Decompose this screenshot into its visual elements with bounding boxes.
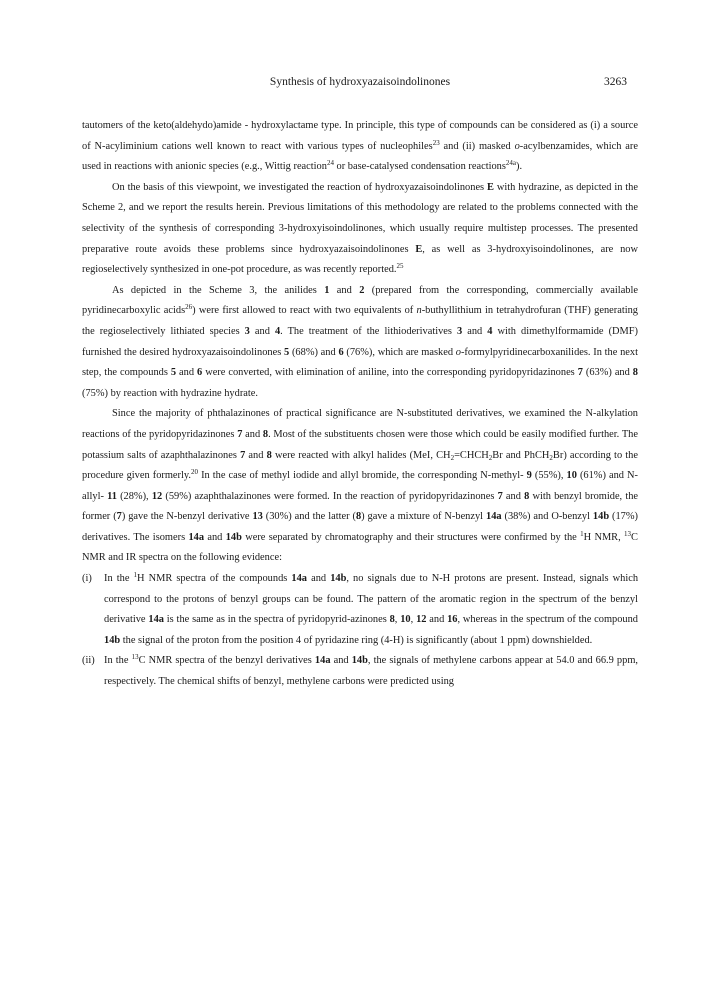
paragraph-scheme3: As depicted in the Scheme 3, the anilides 1 and 2 (prepared from the corresponding, commercially available pyridinecarboxylic acids$^{26}$) were first allowed to react with two equivalents of n-buthyllithium in tetrahydrofuran (THF) generating the regioselectively lithiated species 3 and 4. The treatment of the lithioderivatives 3 and 4 with dimethylformamide (DMF) furnished the desired hydroxyazaisoindolinones 5 (68%) and 6 (76%), which are masked o-formylpyridinecarboxanilides. In the next step, the compounds 5 and 6 were converted, with elimination of aniline, into the corresponding pyridopyridazinones 7 (63%) and 8 (75%) by reaction with hydrazine hydrate. [82, 284, 639, 399]
paragraph-viewpoint: On the basis of this viewpoint, we investigated the reaction of hydroxyazaisoindolinones E with hydrazine, as depicted in the Scheme 2, and we report the results herein. Previous limitations of this methodology are related to the problems connected with the selectivity of the synthesis of corresponding 3-hydroxyisoindolinones, which usually require multistep processes. The presented preparative route avoids these problems since hydroxyazaisoindolinones E, as well as 3-hydroxyisoindolinones, are now regioselectively synthesized in one-pot procedure, as was recently reported.$^{25}$ [82, 181, 638, 276]
page-number: 3263 [604, 76, 627, 88]
list-marker: (i) [82, 573, 92, 585]
article-body [82, 116, 638, 693]
citation: 20 [191, 468, 199, 477]
evidence-item-ii: (ii) In the $^{13}$C NMR spectra of the benzyl derivatives 14a and 14b, the signals of methylene carbons appear at 54.0 and 66.9 ppm, respectively. The chemical shifts of benzyl, methylene carbons were predicted using [82, 653, 639, 688]
evidence-item-i: (i) In the $^1$H NMR spectra of the compounds 14a and 14b, no signals due to N-H protons are present. Instead, signals which correspond to the protons of benzyl groups can be found. The pattern of the aromatic region in the spectrum of the benzyl derivative 14a is the same as in the spectra of pyridopyrid-azinones 8, 10, 12 and 16, whereas in the spectrum of the compound 14b the signal of the proton from the position 4 of pyridazine ring (4-H) is significantly (about 1 ppm) downshielded. [82, 571, 639, 646]
running-header [0, 76, 720, 96]
intro-paragraph: tautomers of the keto(aldehydo)amide - hydroxylactame type. In principle, this type of compounds can be considered as (i) a source of N-acyliminium cations well known to react with various types of nucleophiles$^{23}$ and (ii) masked o-acylbenzamides, which are used in reactions with anionic species (e.g., Wittig reaction$^{24}$ or base-catalysed condensation reactions$^{24a}$). [82, 120, 638, 173]
citation: 24a [505, 159, 517, 168]
citation: 26 [185, 303, 193, 312]
paragraph-alkylation: Since the majority of phthalazinones of practical significance are N-substituted derivatives, we examined the N-alkylation reactions of the pyridopyridazinones 7 and 8. Most of the substituents chosen were those which could be easily modified further. The potassium salts of azaphthalazinones 7 and 8 were reacted with alkyl halides (MeI, $CH_2=CHCH_2Br$ and PhCH$_2$Br) according to the procedure given formerly.$^{20}$ In the case of methyl iodide and allyl bromide, the corresponding N-methyl- 9 (55%), 10 (61%) and N-allyl- 11 (28%), 12 (59%) azaphthalazinones were formed. In the reaction of pyridopyridazinones 7 and 8 with benzyl bromide, the former (7) gave the N-benzyl derivative 13 (30%) and the latter (8) gave a mixture of N-benzyl 14a (38%) and O-benzyl 14b (17%) derivatives. The isomers 14a and 14b were separated by chromatography and their structures were confirmed by the $^1$H NMR, $^{13}$C NMR and IR spectra on the following evidence: [82, 408, 639, 564]
citation: 24 [326, 159, 334, 168]
citation: 23 [432, 138, 440, 147]
citation: 25 [396, 262, 404, 271]
evidence-list [82, 569, 638, 693]
running-title: Synthesis of hydroxyazaisoindolinones [269, 76, 451, 88]
list-marker: (ii) [82, 655, 95, 667]
